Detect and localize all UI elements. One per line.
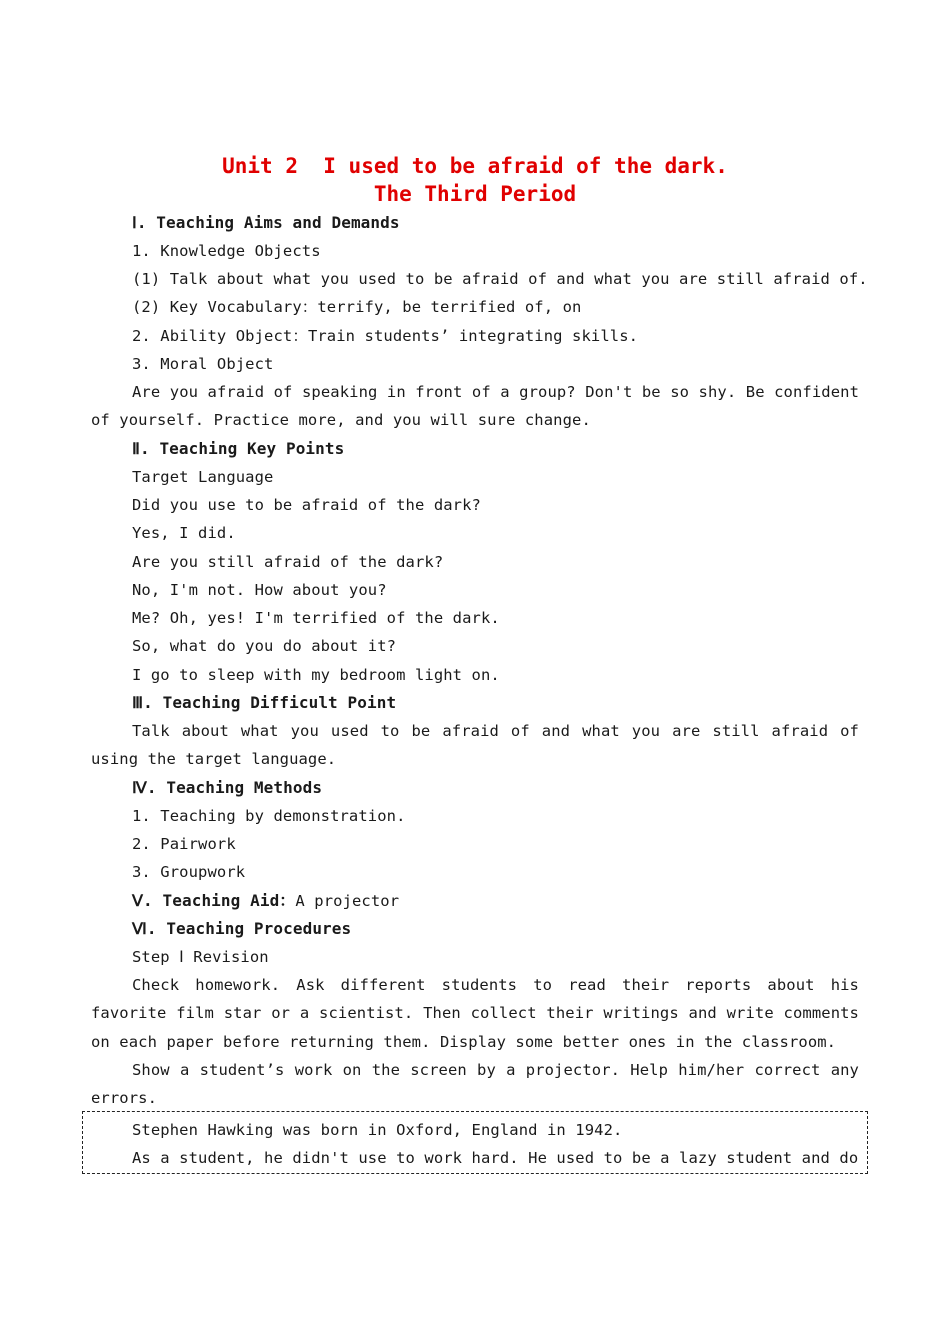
method-item: 2. Pairwork	[132, 835, 236, 853]
knowledge-item-1: (1) Talk about what you used to be afraid of and what you are still afraid of.	[132, 270, 868, 288]
document-subtitle: The Third Period	[373, 182, 577, 206]
document-title: Unit 2 I used to be afraid of the dark.	[222, 154, 728, 178]
key-point-line: Me? Oh, yes! I'm terrified of the dark.	[132, 609, 500, 627]
section-heading-key-points: Ⅱ. Teaching Key Points	[132, 439, 345, 458]
method-item: 3. Groupwork	[132, 863, 246, 881]
section-heading-methods: Ⅳ. Teaching Methods	[132, 778, 323, 797]
teaching-aid-row	[132, 891, 399, 911]
step-revision: Step Ⅰ Revision	[132, 948, 269, 966]
key-point-line: I go to sleep with my bedroom light on.	[132, 666, 500, 684]
section-heading-procedures: Ⅵ. Teaching Procedures	[132, 919, 352, 938]
key-point-line: Target Language	[132, 468, 274, 486]
difficult-point-text: Talk about what you used to be afraid of and what you are still afraid of using the target language.	[91, 722, 859, 769]
student-work-box	[82, 1111, 868, 1174]
procedure-paragraph-1: Check homework. Ask different students to read their reports about his favorite film star or a scientist. Then collect their writings and write comments on each paper before returning them. Display some better ones in the classroom.	[91, 976, 859, 1051]
moral-object: 3. Moral Object	[132, 355, 274, 373]
box-paragraph-2: As a student, he didn't use to work hard. He used to be a lazy student and do	[132, 1149, 859, 1167]
section-heading-aims: Ⅰ. Teaching Aims and Demands	[132, 213, 400, 232]
key-point-line: No, I'm not. How about you?	[132, 581, 387, 599]
box-paragraph-1: Stephen Hawking was born in Oxford, England in 1942.	[132, 1121, 623, 1139]
key-point-line: Did you use to be afraid of the dark?	[132, 496, 481, 514]
teaching-aid-value: A projector	[295, 892, 400, 910]
procedure-paragraph-2: Show a student’s work on the screen by a projector. Help him/her correct any errors.	[91, 1061, 859, 1108]
moral-text: Are you afraid of speaking in front of a group? Don't be so shy. Be confident of yourself. Practice more, and you will sure change.	[91, 383, 859, 430]
section-heading-difficult-point: Ⅲ. Teaching Difficult Point	[132, 693, 397, 712]
key-point-line: Yes, I did.	[132, 524, 236, 542]
key-point-line: Are you still afraid of the dark?	[132, 553, 444, 571]
method-item: 1. Teaching by demonstration.	[132, 807, 406, 825]
key-point-line: So, what do you do about it?	[132, 637, 397, 655]
ability-object: 2. Ability Object：Train students’ integrating skills.	[132, 327, 639, 345]
knowledge-item-2: (2) Key Vocabulary：terrify, be terrified of, on	[132, 298, 582, 316]
section-heading-aid: Ⅴ. Teaching Aid：	[132, 891, 296, 910]
knowledge-objects: 1. Knowledge Objects	[132, 242, 321, 260]
